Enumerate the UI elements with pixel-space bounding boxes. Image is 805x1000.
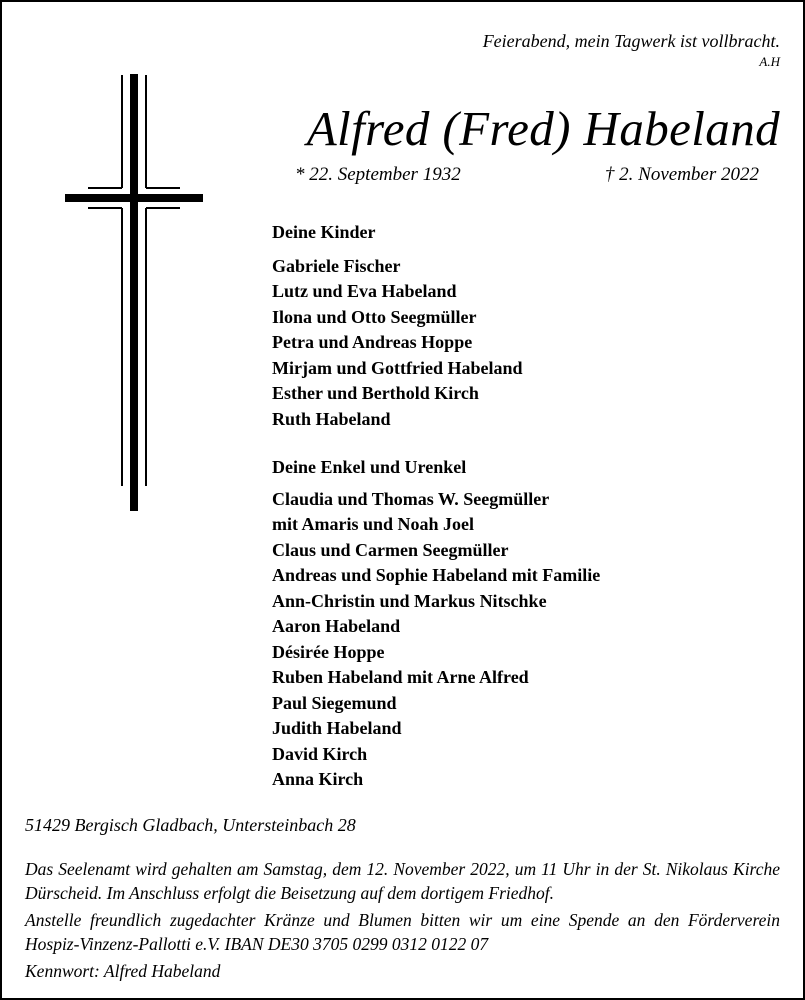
list-item: Lutz und Eva Habeland [272, 281, 457, 301]
children-heading: Deine Kinder [272, 222, 376, 242]
service-notice: Das Seelenamt wird gehalten am Samstag, dem 12. November 2022, um 11 Uhr in der St. Nikolaus Kirche Dürscheid. Im Anschluss erfolgt die Beisetzung auf dem dortigem Friedhof. [25, 859, 780, 903]
children-section [272, 220, 772, 432]
children-list [272, 254, 772, 433]
donation-notice: Anstelle freundlich zugedachter Kränze und Blumen bitten wir um eine Spende an den Förderverein Hospiz-Vinzenz-Pallotti e.V. IBAN DE30 3705 0299 0312 0122 07 [25, 910, 780, 954]
birth-date: * 22. September 1932 [295, 164, 461, 185]
list-item: Désirée Hoppe [272, 641, 385, 662]
grandchildren-list [272, 487, 772, 793]
donation-keyword: Kennwort: Alfred Habeland [25, 961, 221, 981]
list-item: Mirjam und Gottfried Habeland [272, 357, 523, 378]
list-item: David Kirch [272, 743, 368, 764]
list-item: Andreas und Sophie Habeland mit Familie [272, 565, 601, 585]
grandchildren-section [272, 455, 772, 793]
list-item: Gabriele Fischer [272, 255, 401, 276]
list-item: Judith Habeland [272, 718, 402, 738]
list-item: Paul Siegemund [272, 692, 397, 713]
list-item: Claus und Carmen Seegmüller [272, 539, 509, 560]
list-item: Ruben Habeland mit Arne Alfred [272, 667, 529, 687]
list-item: Claudia und Thomas W. Seegmüller [272, 488, 550, 509]
list-item: Ruth Habeland [272, 408, 391, 429]
list-item: Ann-Christin und Markus Nitschke [272, 590, 547, 611]
motto-author: A.H [759, 54, 780, 69]
list-item: Ilona und Otto Seegmüller [272, 306, 477, 327]
family-address: 51429 Bergisch Gladbach, Untersteinbach 28 [25, 815, 356, 835]
deceased-name: Alfred (Fred) Habeland [306, 101, 780, 156]
list-item: Esther und Berthold Kirch [272, 383, 479, 403]
motto-quote: Feierabend, mein Tagwerk ist vollbracht. [482, 31, 780, 51]
list-item: mit Amaris und Noah Joel [272, 514, 475, 534]
list-item: Anna Kirch [272, 769, 364, 789]
grandchildren-heading: Deine Enkel und Urenkel [272, 457, 467, 477]
death-date: † 2. November 2022 [604, 164, 759, 185]
list-item: Aaron Habeland [272, 616, 401, 636]
list-item: Petra und Andreas Hoppe [272, 332, 473, 352]
cross-icon [2, 2, 252, 562]
